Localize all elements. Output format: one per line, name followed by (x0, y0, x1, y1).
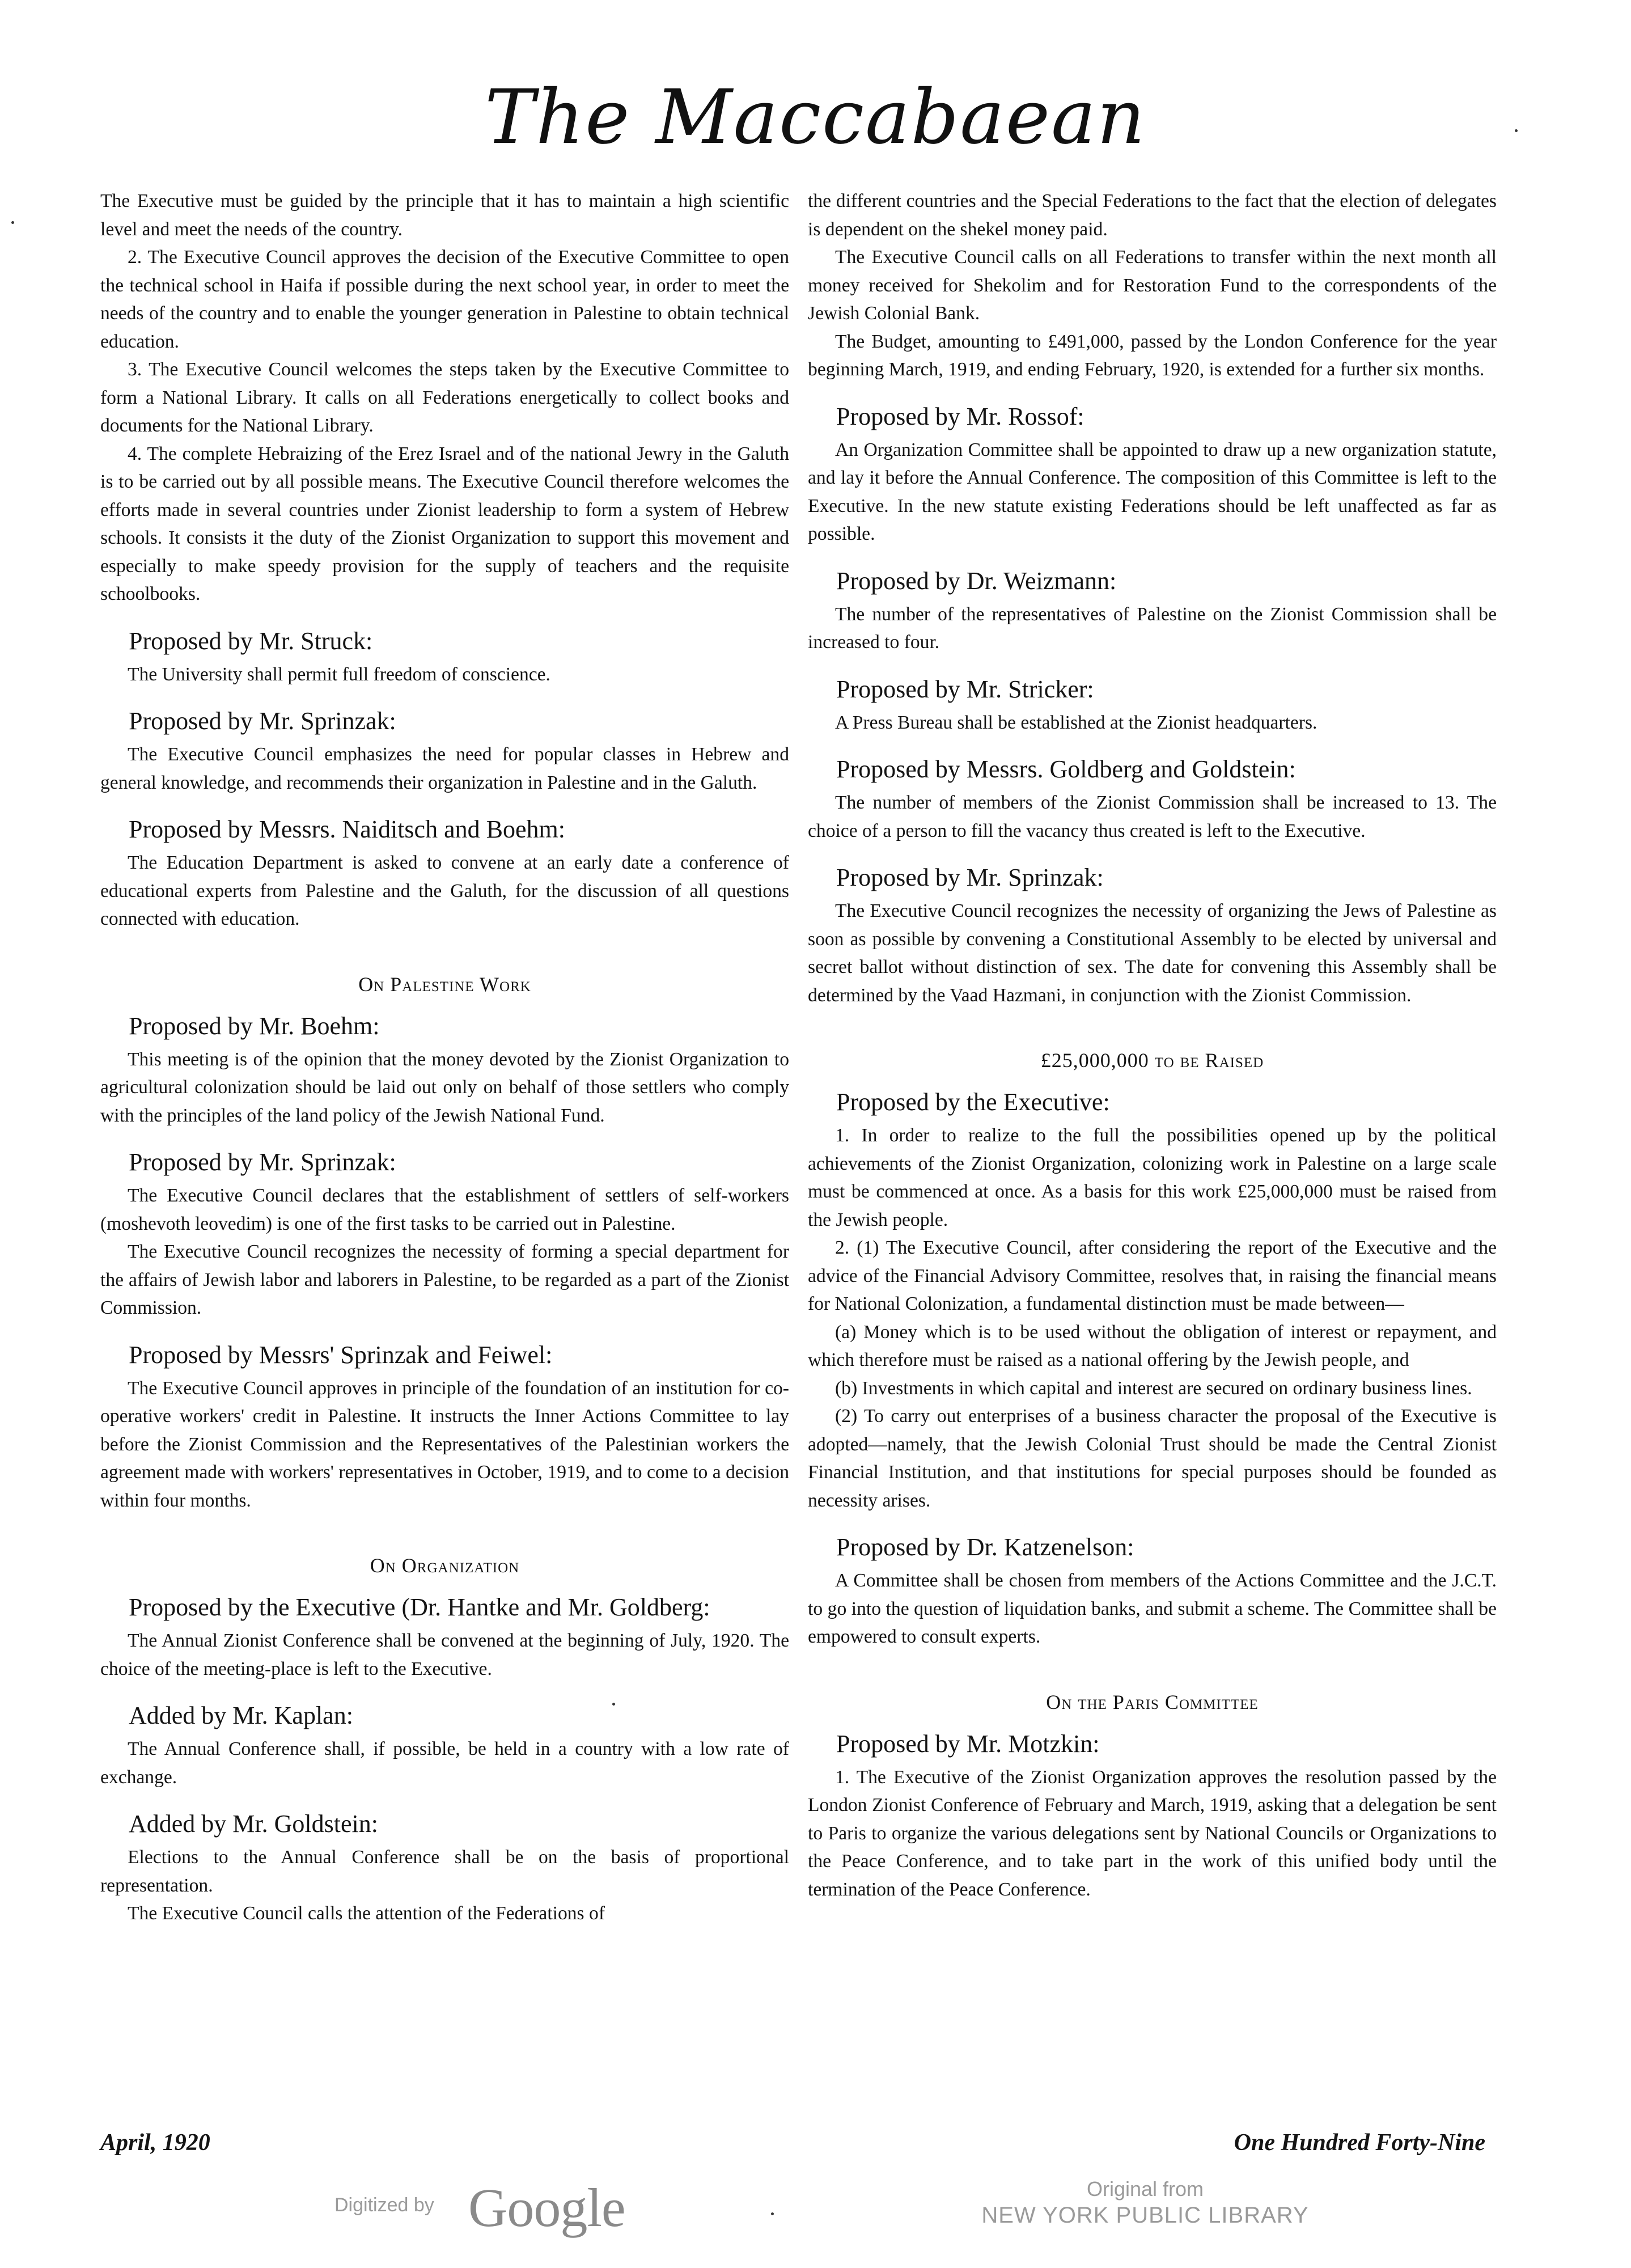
proposal-heading: Proposed by Messrs' Sprinzak and Feiwel: (129, 1340, 553, 1369)
paragraph: 2. (1) The Executive Council, after considering the report of the Executive and the advice of the Financial Advisory Committee, resolves that, in raising the financial means for National Colonization, a fundamental distinction must be made between— (808, 1237, 1497, 1314)
paragraph: An Organization Committee shall be appointed to draw up a new organization statute, and lay it before the Annual Conference. The composition of this Committee is left to the Executive. In the new statute existing Federations should be left unaffected as far as possible. (808, 439, 1497, 544)
paragraph: The Executive Council recognizes the necessity of forming a special department for the affairs of Jewish labor and laborers in Palestine, to be regarded as a part of the Zionist Commission. (100, 1241, 789, 1318)
right-column (808, 187, 1497, 1903)
proposal-heading: Added by Mr. Kaplan: (129, 1702, 353, 1729)
footer-page-number: One Hundred Forty-Nine (1234, 2130, 1485, 2156)
scan-speck (1515, 129, 1518, 132)
paragraph: The Annual Zionist Conference shall be convened at the beginning of July, 1920. The choice of the meeting-place is left to the Executive. (100, 1630, 789, 1679)
proposal-heading: Proposed by Mr. Boehm: (129, 1012, 380, 1040)
paragraph: The Executive Council declares that the establishment of settlers of self-workers (moshevoth leovedim) is one of the first tasks to be carried out in Palestine. (100, 1185, 789, 1234)
proposal-heading: Proposed by Dr. Weizmann: (836, 566, 1117, 595)
paragraph: A Press Bureau shall be established at the Zionist headquarters. (835, 712, 1317, 733)
proposal-heading: Proposed by the Executive: (836, 1088, 1110, 1116)
paragraph: (2) To carry out enterprises of a business character the proposal of the Executive is adopted—namely, that the Jewish Colonial Trust should be made the Central Zionist Financial Institution, and that institutions for special purposes should be founded as necessity arises. (808, 1406, 1497, 1511)
paragraph: The Education Department is asked to convene at an early date a conference of educational experts from Palestine and the Galuth, for the discussion of all questions connected with education. (100, 852, 789, 929)
proposal-heading: Proposed by Messrs. Naiditsch and Boehm: (129, 815, 565, 843)
paragraph: 2. The Executive Council approves the decision of the Executive Committee to open the technical school in Haifa if possible during the next school year, in order to meet the needs of the country and to enable the younger generation in Palestine to obtain technical education. (100, 247, 789, 352)
paragraph: The number of members of the Zionist Commission shall be increased to 13. The choice of a person to fill the vacancy thus created is left to the Executive. (808, 792, 1497, 841)
paragraph: The Executive Council calls on all Federations to transfer within the next month all money received for Shekolim and for Restoration Fund to the correspondents of the Jewish Colonial Bank. (808, 247, 1497, 324)
proposal-heading: Proposed by Dr. Katzenelson: (836, 1533, 1134, 1561)
proposal-heading: Proposed by Mr. Rossof: (836, 402, 1084, 430)
proposal-heading: Proposed by Mr. Motzkin: (836, 1729, 1100, 1758)
paragraph: 4. The complete Hebraizing of the Erez Israel and of the national Jewry in the Galuth is to be carried out by all possible means. The Executive Council therefore welcomes the efforts made in several countries under Zionist leadership to form a system of Hebrew schools. It consists it the duty of the Zionist Organization to support this movement and especially to make speedy provision for the supply of teachers and the requisite schoolbooks. (100, 443, 789, 604)
paragraph: The Executive must be guided by the principle that it has to maintain a high scientific level and meet the needs of the country. (100, 191, 789, 240)
proposal-heading: Proposed by Mr. Sprinzak: (129, 1148, 396, 1176)
paragraph: The Budget, amounting to £491,000, passed by the London Conference for the year beginning March, 1919, and ending February, 1920, is extended for a further six months. (808, 331, 1497, 380)
paragraph: Elections to the Annual Conference shall be on the basis of proportional representation. (100, 1847, 789, 1896)
paragraph: 1. In order to realize to the full the possibilities opened up by the political achievements of the Zionist Organization, colonizing work in Palestine on a large scale must be commenced at once. As a basis for this work £25,000,000 must be raised from the Jewish people. (808, 1125, 1497, 1230)
section-heading-organization: On Organization (370, 1554, 520, 1577)
proposal-heading: Proposed by Mr. Sprinzak: (129, 707, 396, 735)
paragraph: The University shall permit full freedom of conscience. (128, 663, 550, 685)
google-logo: Google (468, 2177, 625, 2238)
section-heading-palestine-work: On Palestine Work (358, 972, 531, 996)
left-column (100, 187, 789, 1928)
proposal-heading: Proposed by the Executive (Dr. Hantke and Mr. Goldberg: (129, 1593, 710, 1621)
proposal-heading: Proposed by Mr. Struck: (129, 627, 373, 655)
scan-speck (11, 221, 14, 224)
section-heading-paris-committee: On the Paris Committee (1046, 1690, 1259, 1713)
paragraph: (a) Money which is to be used without the obligation of interest or repayment, and which therefore must be raised as a national offering by the Jewish people, and (808, 1321, 1497, 1370)
proposal-heading: Proposed by Mr. Sprinzak: (836, 864, 1104, 891)
paragraph: 3. The Executive Council welcomes the steps taken by the Executive Committee to form a National Library. It calls on all Federations energetically to collect books and documents for the National Library. (100, 359, 789, 436)
section-heading-to-be-raised: £25,000,000 to be Raised (1040, 1049, 1264, 1072)
scan-speck (771, 2212, 774, 2215)
paragraph: The Executive Council recognizes the necessity of organizing the Jews of Palestine as soon as possible by convening a Constitutional Assembly to be elected by universal and secret ballot without distinction of sex. The date for convening this Assembly shall be determined by the Vaad Hazmani, in conjunction with the Zionist Commission. (808, 900, 1497, 1006)
proposal-heading: Added by Mr. Goldstein: (129, 1810, 378, 1838)
paragraph: The Executive Council emphasizes the need for popular classes in Hebrew and general knowledge, and recommends their organization in Palestine and in the Galuth. (100, 744, 789, 793)
proposal-heading: Proposed by Messrs. Goldberg and Goldstein: (836, 755, 1296, 783)
proposal-heading: Proposed by Mr. Stricker: (836, 675, 1094, 703)
paragraph: This meeting is of the opinion that the money devoted by the Zionist Organization to agricultural colonization should be laid out only on behalf of those settlers who comply with the principles of the land policy of the Jewish National Fund. (100, 1048, 789, 1126)
digitized-by-label: Digitized by (334, 2194, 434, 2216)
masthead-title: The Maccabaean (485, 74, 1146, 161)
paragraph: The number of the representatives of Palestine on the Zionist Commission shall be increased to four. (808, 603, 1497, 653)
paragraph: A Committee shall be chosen from members of the Actions Committee and the J.C.T. to go into the question of liquidation banks, and submit a scheme. The Committee shall be empowered to consult experts. (808, 1570, 1497, 1647)
paragraph: (b) Investments in which capital and interest are secured on ordinary business lines. (835, 1377, 1472, 1399)
paragraph: The Executive Council calls the attention of the Federations of (128, 1903, 605, 1924)
library-name: NEW YORK PUBLIC LIBRARY (981, 2203, 1309, 2228)
source-credit (975, 2177, 1315, 2229)
paragraph: 1. The Executive of the Zionist Organization approves the resolution passed by the London Zionist Conference of February and March, 1919, asking that a delegation be sent to Paris to organize the various delegations sent by National Councils or Organizations to the Peace Conference, and to take part in the work of this unified body until the termination of the Peace Conference. (808, 1766, 1497, 1900)
footer-date: April, 1920 (100, 2130, 210, 2156)
original-from-label: Original from (1086, 2177, 1204, 2201)
scan-speck (612, 1703, 615, 1706)
paragraph: The Executive Council approves in principle of the foundation of an institution for co-operative workers' credit in Palestine. It instructs the Inner Actions Committee to lay before the Zionist Commission and the Representatives of the Palestinian workers the agreement made with workers' representatives in October, 1919, and to come to a decision within four months. (100, 1377, 789, 1511)
paragraph: The Annual Conference shall, if possible, be held in a country with a low rate of exchange. (100, 1738, 789, 1788)
paragraph: the different countries and the Special Federations to the fact that the election of delegates is dependent on the shekel money paid. (808, 191, 1497, 240)
